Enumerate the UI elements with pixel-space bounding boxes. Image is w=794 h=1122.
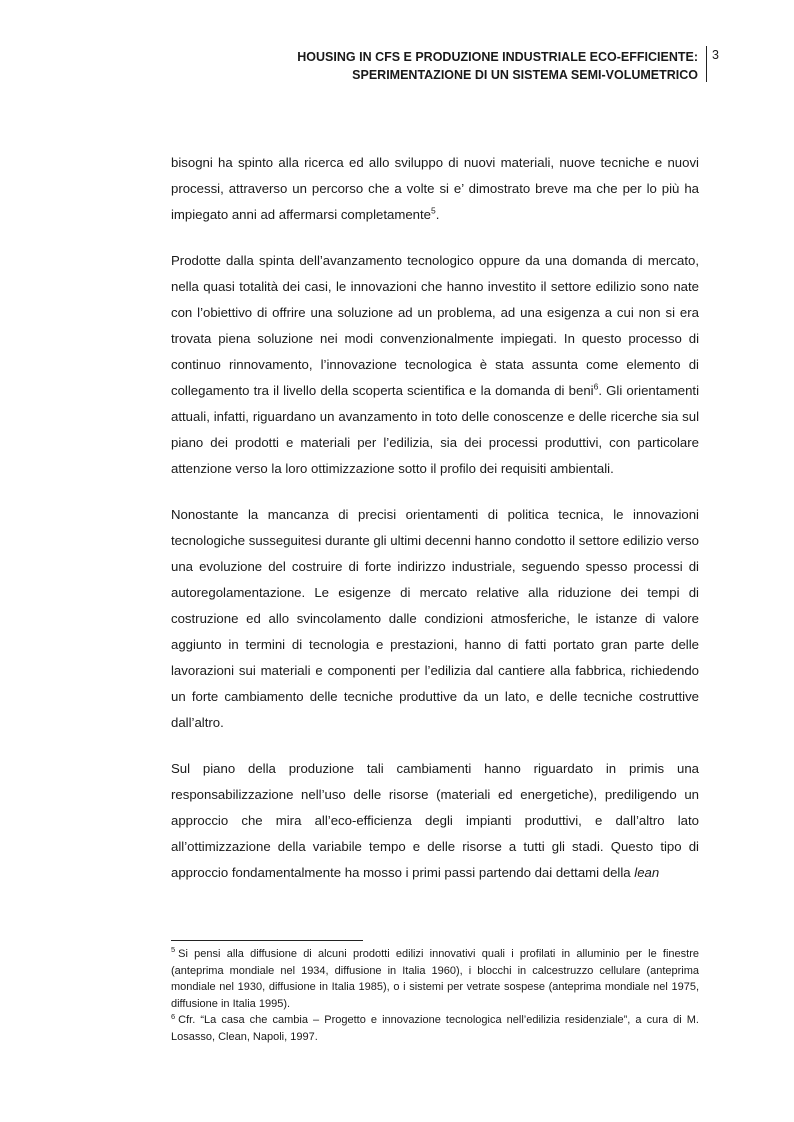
paragraph-4-italic: lean xyxy=(634,865,660,880)
paragraph-2 xyxy=(171,248,699,482)
footnote-ref-6[interactable]: 6 xyxy=(593,381,599,392)
footnote-separator xyxy=(171,940,363,941)
paragraph-4 xyxy=(171,756,699,886)
footnote-number: 6 xyxy=(171,1011,176,1021)
footnote-5 xyxy=(171,946,699,1012)
header-title-line-2: SPERIMENTAZIONE DI UN SISTEMA SEMI-VOLUMETRICO xyxy=(352,68,698,82)
paragraph-2-text: Prodotte dalla spinta dell’avanzamento tecnologico oppure da una domanda di mercato, nella quasi totalità dei casi, le innovazioni che hanno investito il settore edilizio sono nate con l’obiettivo di offrire una soluzione ad un problema, ad una esigenza a cui non si era trovata piena soluzione nei modi convenzionalmente impiegati. In questo processo di continuo rinnovamento, l’innovazione tecnologica è stata assunta come elemento di collegamento tra il livello della scoperta scientifica e la domanda di beni xyxy=(171,253,699,398)
header-title-line-1: HOUSING IN CFS E PRODUZIONE INDUSTRIALE ECO-EFFICIENTE: xyxy=(297,50,698,64)
footnotes xyxy=(171,946,699,1046)
footnote-6 xyxy=(171,1012,699,1045)
footnote-text: Si pensi alla diffusione di alcuni prodotti edilizi innovativi quali i profilati in alluminio per le finestre (anteprima mondiale nel 1934, diffusione in Italia 1960), i blocchi in calcestruzzo cellulare (anteprima mondiale nel 1930, diffusione in Italia 1985), o i sistemi per vetrate sospese (anteprima mondiale nel 1975, diffusione in Italia 1995). xyxy=(171,948,699,1010)
paragraph-3: Nonostante la mancanza di precisi orientamenti di politica tecnica, le innovazioni tecnologiche susseguitesi durante gli ultimi decenni hanno condotto il settore edilizio verso una evoluzione del costruire di forte indirizzo industriale, seguendo spesso processi di autoregolamentazione. Le esigenze di mercato relative alla riduzione dei tempi di costruzione ed allo svincolamento dalle condizioni atmosferiche, le istanze di valore aggiunto in termini di tecnologia e prestazioni, hanno di fatti portato gran parte delle lavorazioni sui materiali e componenti per l’edilizia dal cantiere alla fabbrica, richiedendo un forte cambiamento delle tecniche produttive da un lato, e delle tecniche costruttive dall’altro. xyxy=(171,507,699,730)
running-header xyxy=(297,48,698,84)
footnote-number: 5 xyxy=(171,945,176,955)
paragraph-2-end: . Gli orientamenti attuali, infatti, riguardano un avanzamento in toto delle conoscenze e delle ricerche sia sul piano dei prodotti e materiali per l’edilizia, sia dei processi produttivi, con particolare attenzione verso la loro ottimizzazione sotto il profilo dei requisiti ambientali. xyxy=(171,383,700,476)
paragraph-1-end: . xyxy=(435,207,440,222)
paragraph-1 xyxy=(171,150,699,228)
paragraph-4-text: Sul piano della produzione tali cambiamenti hanno riguardato in primis una responsabilizzazione nell’uso delle risorse (materiali ed energetiche), prediligendo un approccio che mira all’eco-efficienza degli impianti produttivi, e dall’altro lato all’ottimizzazione della variabile tempo e delle risorse a tutti gli stadi. Questo tipo di approccio fondamentalmente ha mosso i primi passi partendo dai dettami della xyxy=(171,761,699,880)
body-text xyxy=(171,150,699,906)
header-divider xyxy=(706,46,707,82)
footnote-text: Cfr. “La casa che cambia – Progetto e innovazione tecnologica nell’edilizia residenziale”, a cura di M. Losasso, Clean, Napoli, 1997. xyxy=(171,1014,699,1043)
footnote-ref-5[interactable]: 5 xyxy=(430,205,436,216)
paragraph-1-text: bisogni ha spinto alla ricerca ed allo sviluppo di nuovi materiali, nuove tecniche e nuovi processi, attraverso un percorso che a volte si e’ dimostrato breve ma che per lo più ha impiegato anni ad affermarsi completamente xyxy=(171,155,699,222)
page-number: 3 xyxy=(712,48,719,62)
